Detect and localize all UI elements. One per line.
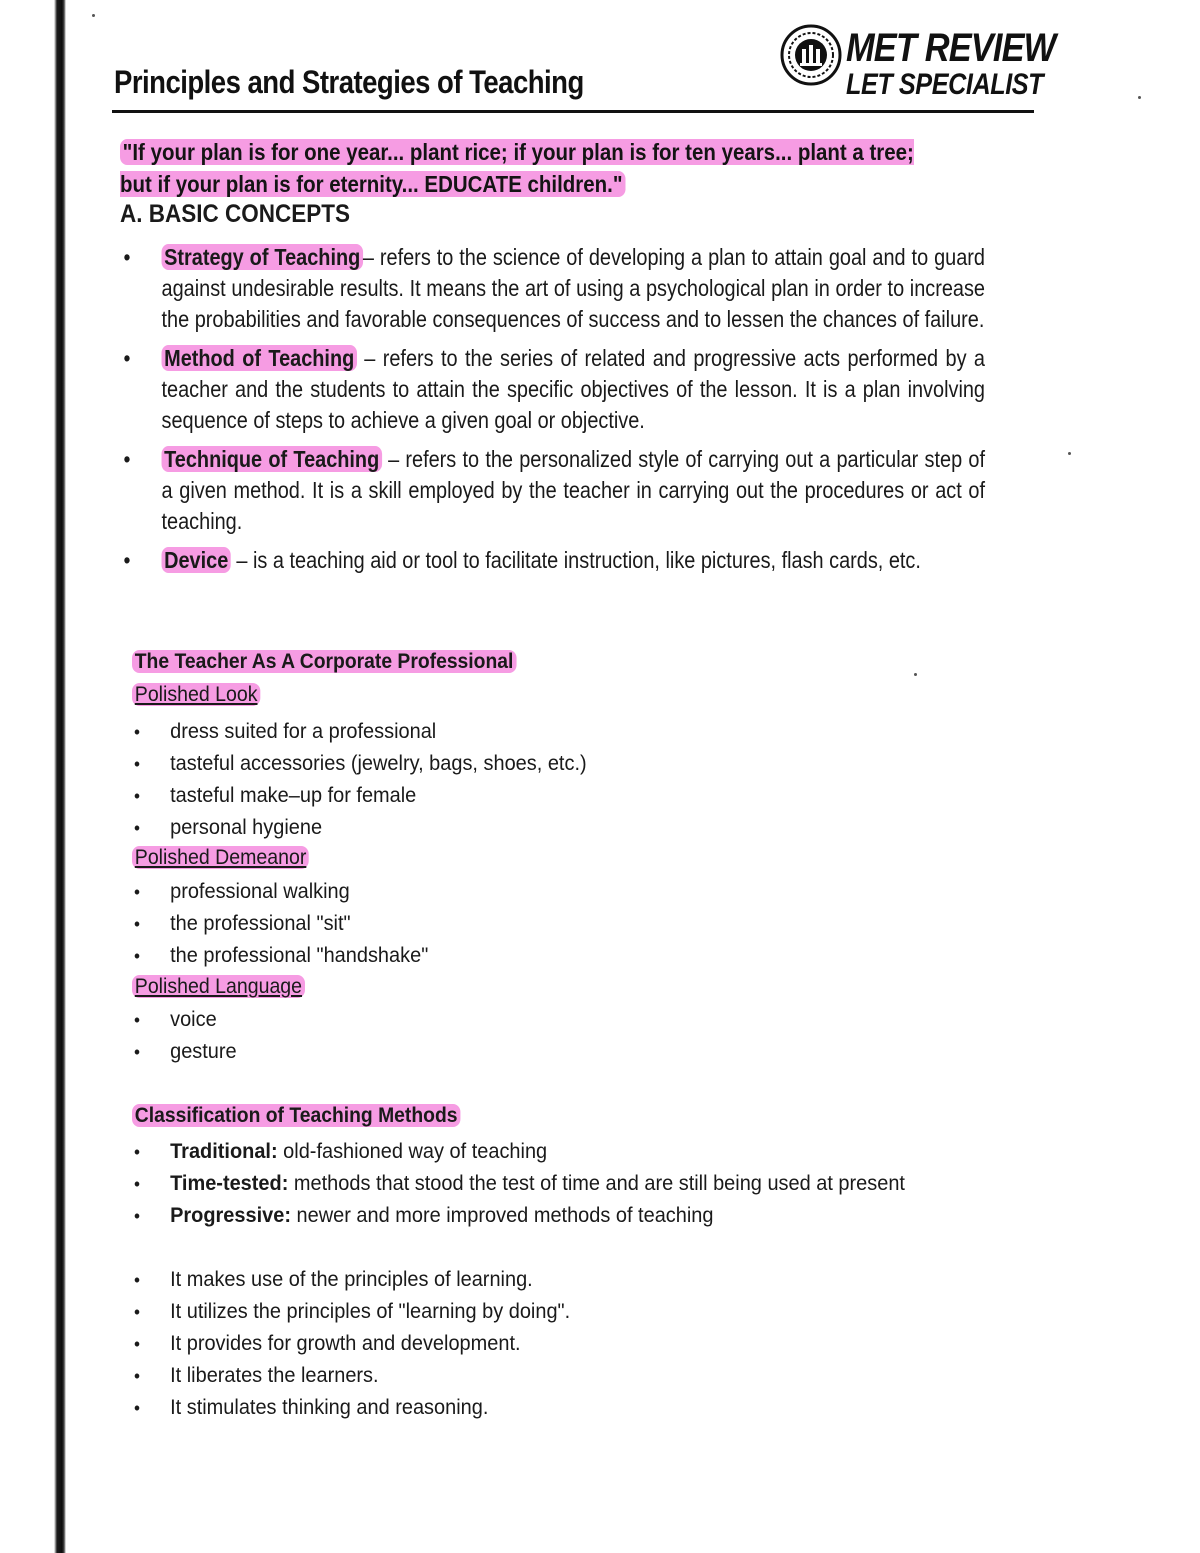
polished-language-text: Polished Language <box>132 975 305 998</box>
bullet-icon: • <box>134 1042 140 1062</box>
list-item-text: It liberates the learners. <box>170 1364 379 1387</box>
list-item-text: It provides for growth and development. <box>170 1332 521 1355</box>
polished-language-list <box>134 1004 1034 1068</box>
list-item <box>120 545 985 576</box>
term-separator: – <box>381 446 406 472</box>
list-item-text: methods that stood the test of time and are still being used at present <box>293 1172 905 1195</box>
brand-tagline: LET SPECIALIST <box>846 68 1044 101</box>
definition-text: refers to the personalized style of carrying out a particular step of a given method. It is a skill employed by the teacher in carrying out the procedures or act of teaching. <box>161 446 985 534</box>
bullet-icon: • <box>134 754 140 774</box>
section-a-heading: A. BASIC CONCEPTS <box>120 200 351 228</box>
list-item <box>134 780 989 812</box>
polished-demeanor-list <box>134 876 1034 972</box>
list-item <box>134 812 989 844</box>
bullet-icon: • <box>134 882 140 902</box>
seal-logo-icon <box>780 24 842 86</box>
list-item <box>134 1200 989 1232</box>
class-term-time-tested: Time-tested: <box>170 1172 289 1195</box>
list-item <box>134 1004 989 1036</box>
list-item-text: tasteful accessories (jewelry, bags, shoes, etc.) <box>170 752 587 775</box>
list-item-text: personal hygiene <box>170 816 323 839</box>
term-device: Device <box>162 547 231 573</box>
class-term-traditional: Traditional: <box>170 1140 278 1163</box>
list-item <box>120 242 985 335</box>
bullet-icon: • <box>134 1366 140 1386</box>
bullet-icon: • <box>123 345 131 371</box>
term-method: Method of Teaching <box>162 345 357 371</box>
bullet-icon: • <box>123 547 131 573</box>
list-item <box>134 1036 989 1068</box>
list-item-text: old-fashioned way of teaching <box>283 1140 548 1163</box>
polished-look-list <box>134 716 1034 844</box>
list-item-text: It stimulates thinking and reasoning. <box>170 1396 489 1419</box>
list-item <box>134 940 989 972</box>
definition-text: is a teaching aid or tool to facilitate instruction, like pictures, flash cards, etc. <box>252 547 921 573</box>
term-strategy: Strategy of Teaching <box>162 244 363 270</box>
scan-speck <box>92 14 95 17</box>
bullet-icon: • <box>134 1302 140 1322</box>
bullet-icon: • <box>134 722 140 742</box>
bullet-icon: • <box>134 1334 140 1354</box>
scan-speck <box>1138 96 1141 99</box>
bullet-icon: • <box>123 244 131 270</box>
bullet-icon: • <box>134 946 140 966</box>
list-item-text: professional walking <box>170 880 350 903</box>
list-item <box>134 1264 989 1296</box>
polished-demeanor-text: Polished Demeanor <box>132 846 309 869</box>
list-item <box>134 1136 989 1168</box>
definition-text: refers to the series of related and progressive acts performed by a teacher and the students to attain the specific objectives of the lesson. It is a plan involving sequence of steps to achieve a given goal or objective. <box>161 345 985 433</box>
bullet-icon: • <box>134 914 140 934</box>
basic-concepts-list <box>120 242 1120 584</box>
bullet-icon: • <box>134 818 140 838</box>
polished-demeanor-heading <box>132 846 309 870</box>
list-item <box>134 908 989 940</box>
classification-heading <box>132 1104 460 1128</box>
list-item <box>134 1168 989 1200</box>
list-item-text: dress suited for a professional <box>170 720 437 743</box>
list-item <box>134 1296 989 1328</box>
bullet-icon: • <box>134 1270 140 1290</box>
list-item-text: the professional "handshake" <box>170 944 429 967</box>
bullet-icon: • <box>134 1398 140 1418</box>
list-item-text: It makes use of the principles of learning. <box>170 1268 533 1291</box>
list-item-text: tasteful make–up for female <box>170 784 417 807</box>
bullet-icon: • <box>134 1206 140 1226</box>
list-item <box>134 1328 989 1360</box>
bullet-icon: • <box>134 1010 140 1030</box>
term-technique: Technique of Teaching <box>162 446 382 472</box>
corporate-heading-text: The Teacher As A Corporate Professional <box>132 650 516 673</box>
opening-quote <box>120 136 948 200</box>
polished-language-heading <box>132 975 305 999</box>
term-separator: – <box>356 345 383 371</box>
term-separator: – <box>230 547 253 573</box>
list-item-text: It utilizes the principles of "learning by doing". <box>170 1300 571 1323</box>
list-item <box>134 748 989 780</box>
scan-speck <box>914 673 917 676</box>
quote-text: "If your plan is for one year... plant rice; if your plan is for ten years... plant a tree; but if your plan is for eternity... EDUCATE children." <box>120 139 914 197</box>
list-item-text: voice <box>170 1008 217 1031</box>
scan-binding-edge <box>54 0 66 1553</box>
progressive-features-list <box>134 1264 1034 1424</box>
header-rule <box>112 110 1034 113</box>
brand-name: MET REVIEW <box>846 26 1056 70</box>
list-item <box>120 444 985 537</box>
term-separator: – <box>362 244 380 270</box>
page-title: Principles and Strategies of Teaching <box>114 64 584 100</box>
polished-look-text: Polished Look <box>132 683 260 706</box>
classification-list <box>134 1136 1034 1232</box>
list-item <box>134 716 989 748</box>
polished-look-heading <box>132 683 260 707</box>
class-term-progressive: Progressive: <box>170 1204 291 1227</box>
list-item-text: gesture <box>170 1040 237 1063</box>
bullet-icon: • <box>123 446 131 472</box>
list-item <box>134 1392 989 1424</box>
list-item <box>134 876 989 908</box>
corporate-heading <box>132 650 516 674</box>
bullet-icon: • <box>134 1174 140 1194</box>
list-item-text: the professional "sit" <box>170 912 351 935</box>
list-item <box>120 343 985 436</box>
list-item-text: newer and more improved methods of teaching <box>296 1204 714 1227</box>
definition-text: refers to the science of developing a plan to attain goal and to guard against undesirable results. It means the art of using a psychological plan in order to increase the probabilities and favorable consequences of success and to lessen the chances of failure. <box>161 244 985 332</box>
list-item <box>134 1360 989 1392</box>
classification-heading-text: Classification of Teaching Methods <box>132 1104 460 1127</box>
bullet-icon: • <box>134 786 140 806</box>
bullet-icon: • <box>134 1142 140 1162</box>
